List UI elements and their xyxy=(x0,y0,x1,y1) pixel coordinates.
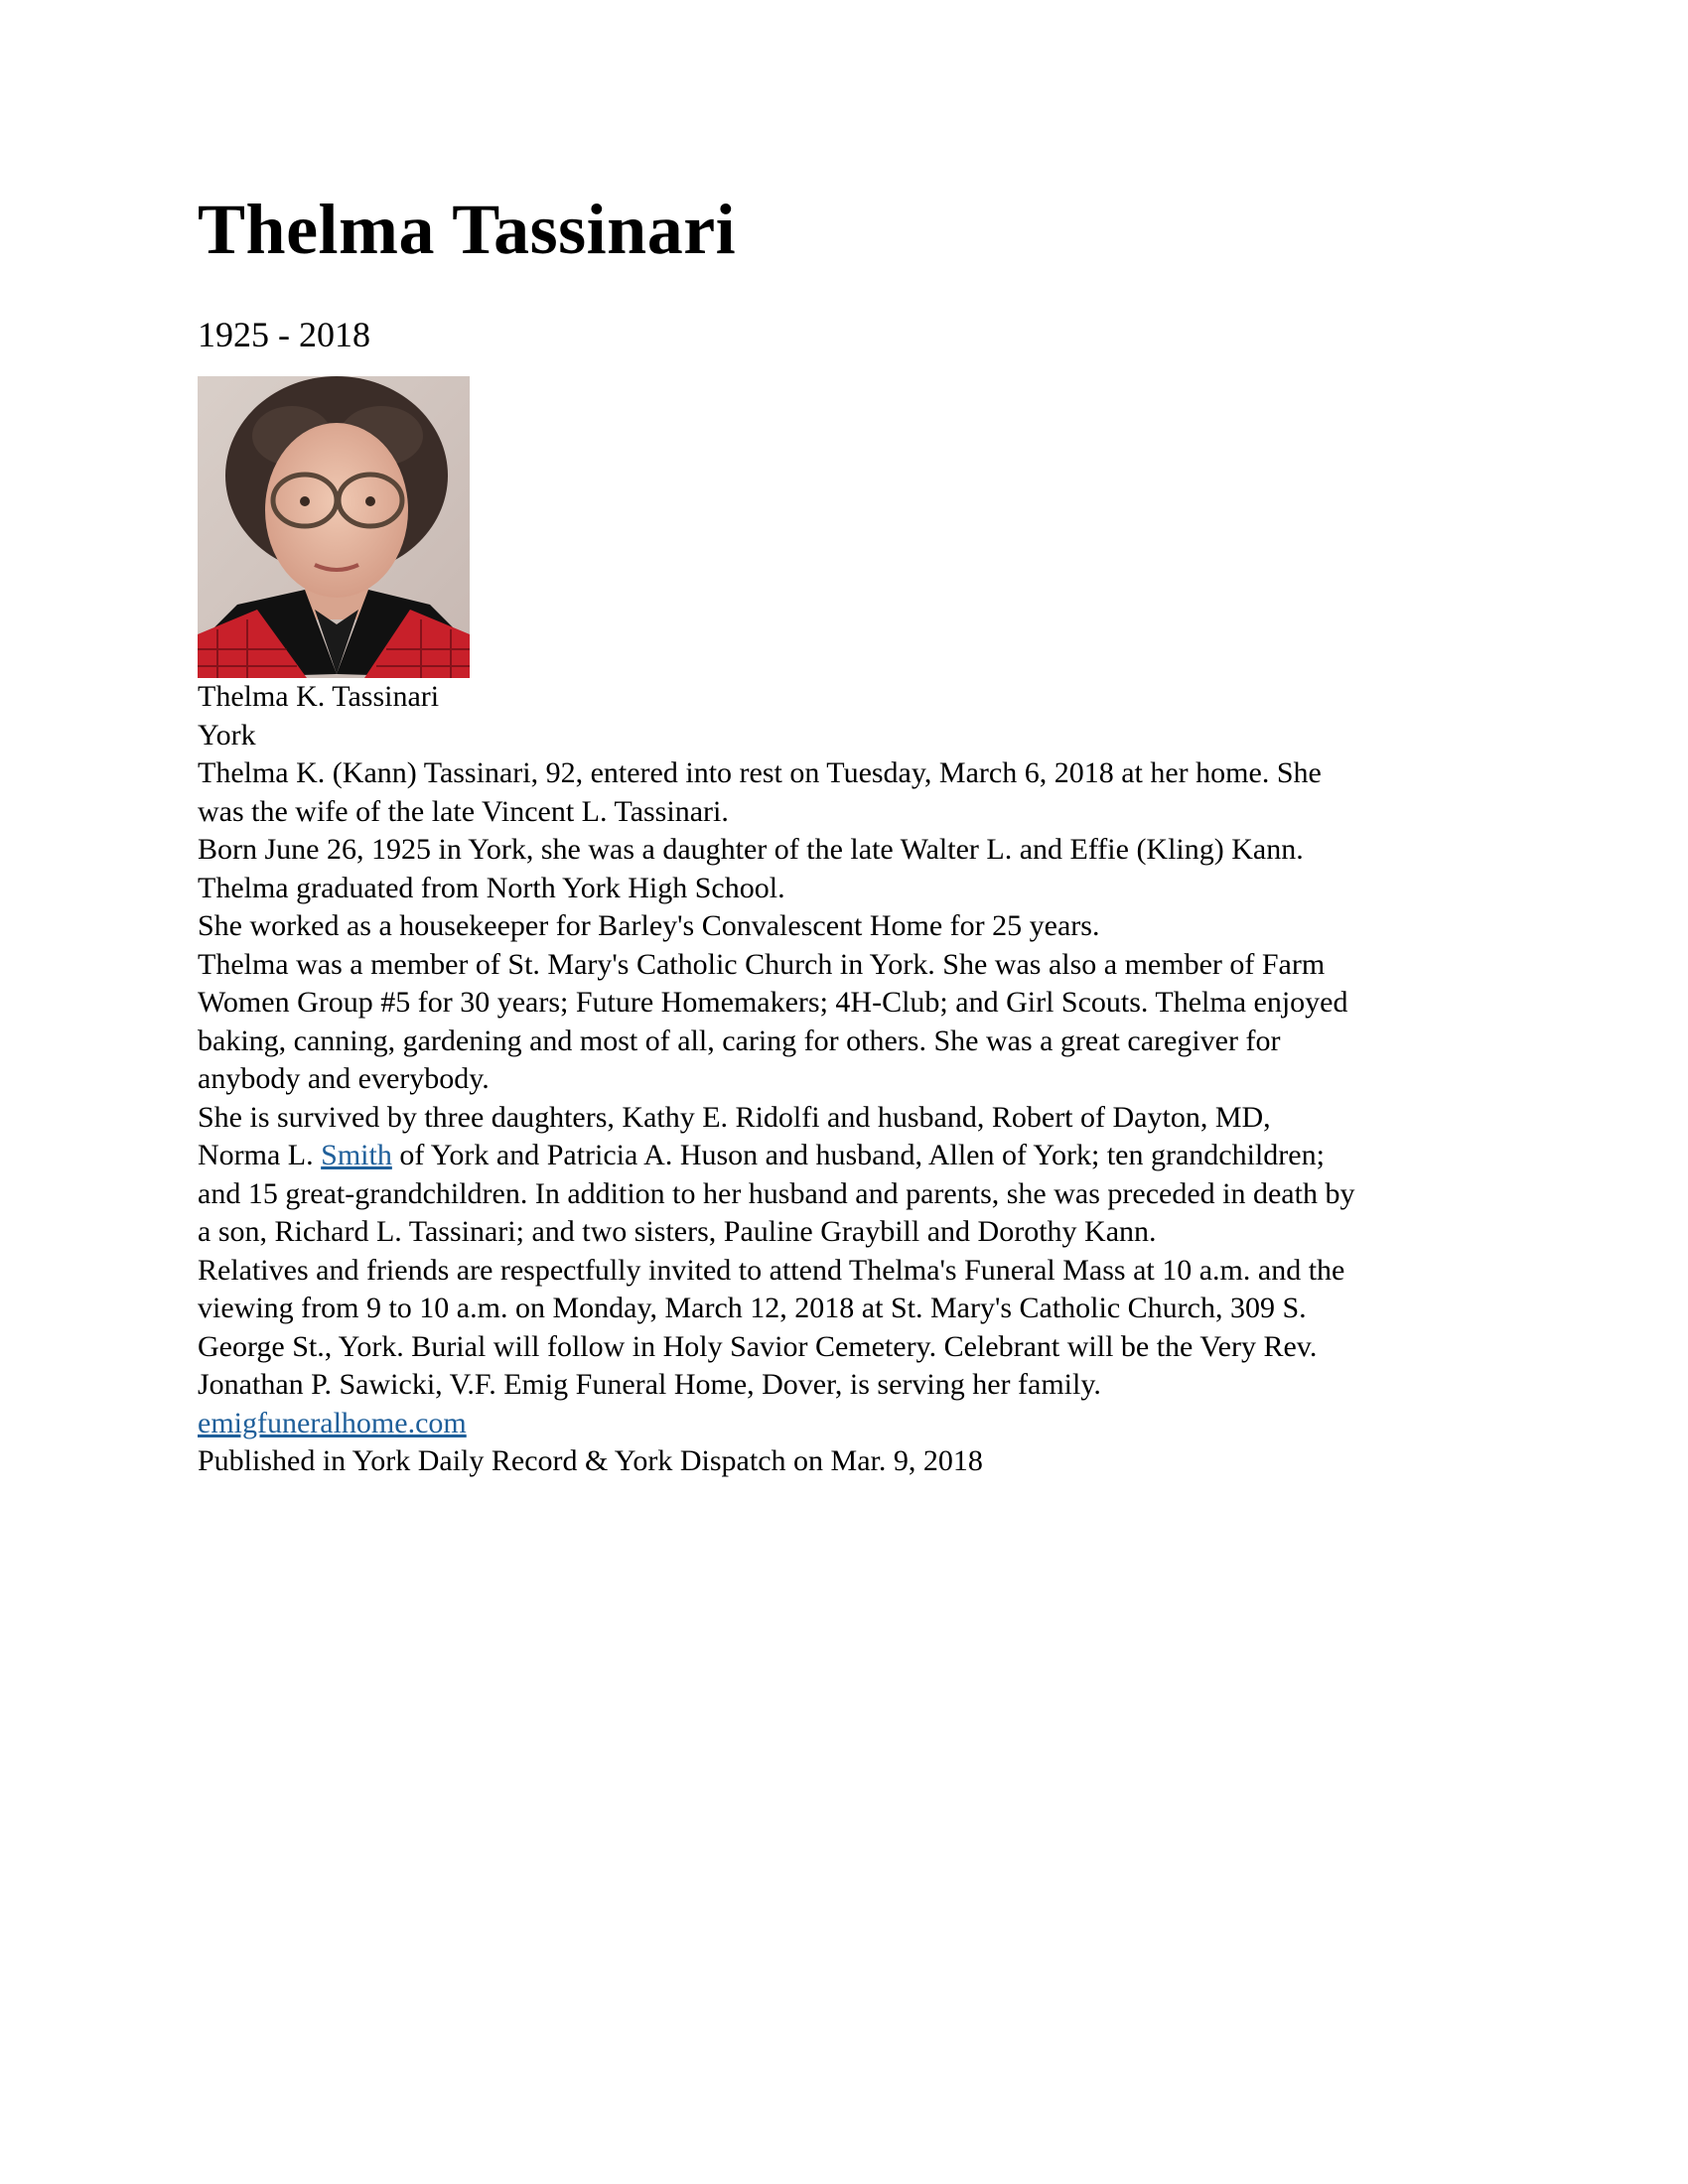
published-note: Published in York Daily Record & York Dispatch on Mar. 9, 2018 xyxy=(198,1444,983,1477)
survivor-line-suffix: of York and Patricia A. Huson and husband, Allen of York; ten grandchildren; xyxy=(391,1139,1325,1171)
obituary-page xyxy=(198,190,1508,1481)
obituary-body xyxy=(198,678,1508,1481)
text-line: baking, canning, gardening and most of all, caring for others. She was a great caregiver for xyxy=(198,1024,1281,1057)
text-line: George St., York. Burial will follow in Holy Savior Cemetery. Celebrant will be the Very Rev. xyxy=(198,1329,1318,1363)
smith-link[interactable]: Smith xyxy=(321,1139,392,1171)
text-line: Jonathan P. Sawicki, V.F. Emig Funeral Home, Dover, is serving her family. xyxy=(198,1368,1101,1401)
text-line: a son, Richard L. Tassinari; and two sisters, Pauline Graybill and Dorothy Kann. xyxy=(198,1215,1157,1248)
page-title: Thelma Tassinari xyxy=(198,190,737,269)
text-line: She is survived by three daughters, Kathy E. Ridolfi and husband, Robert of Dayton, MD, xyxy=(198,1100,1271,1134)
portrait-photo xyxy=(198,376,470,678)
text-line: viewing from 9 to 10 a.m. on Monday, March 12, 2018 at St. Mary's Catholic Church, 309 S. xyxy=(198,1292,1307,1324)
text-line: anybody and everybody. xyxy=(198,1062,490,1095)
survivor-line xyxy=(198,1137,1508,1175)
text-line: Women Group #5 for 30 years; Future Homemakers; 4H-Club; and Girl Scouts. Thelma enjoyed xyxy=(198,986,1348,1019)
portrait-photo-icon xyxy=(198,376,470,678)
text-line: Relatives and friends are respectfully invited to attend Thelma's Funeral Mass at 10 a.m. and the xyxy=(198,1253,1345,1287)
city: York xyxy=(198,718,256,751)
text-line: Thelma graduated from North York High School. xyxy=(198,871,785,904)
text-line: She worked as a housekeeper for Barley's Convalescent Home for 25 years. xyxy=(198,909,1100,942)
life-dates: 1925 - 2018 xyxy=(198,315,370,354)
text-line: Born June 26, 1925 in York, she was a daughter of the late Walter L. and Effie (Kling) Kann. xyxy=(198,833,1304,866)
website-link[interactable]: emigfuneralhome.com xyxy=(198,1406,467,1439)
text-line: and 15 great-grandchildren. In addition to her husband and parents, she was preceded in death by xyxy=(198,1176,1355,1210)
text-line: Thelma K. (Kann) Tassinari, 92, entered into rest on Tuesday, March 6, 2018 at her home. She xyxy=(198,756,1322,789)
text-line: Thelma was a member of St. Mary's Catholic Church in York. She was also a member of Farm xyxy=(198,947,1326,981)
survivor-line-prefix: Norma L. xyxy=(198,1139,322,1171)
text-line: was the wife of the late Vincent L. Tassinari. xyxy=(198,794,729,828)
full-name: Thelma K. Tassinari xyxy=(198,680,440,713)
